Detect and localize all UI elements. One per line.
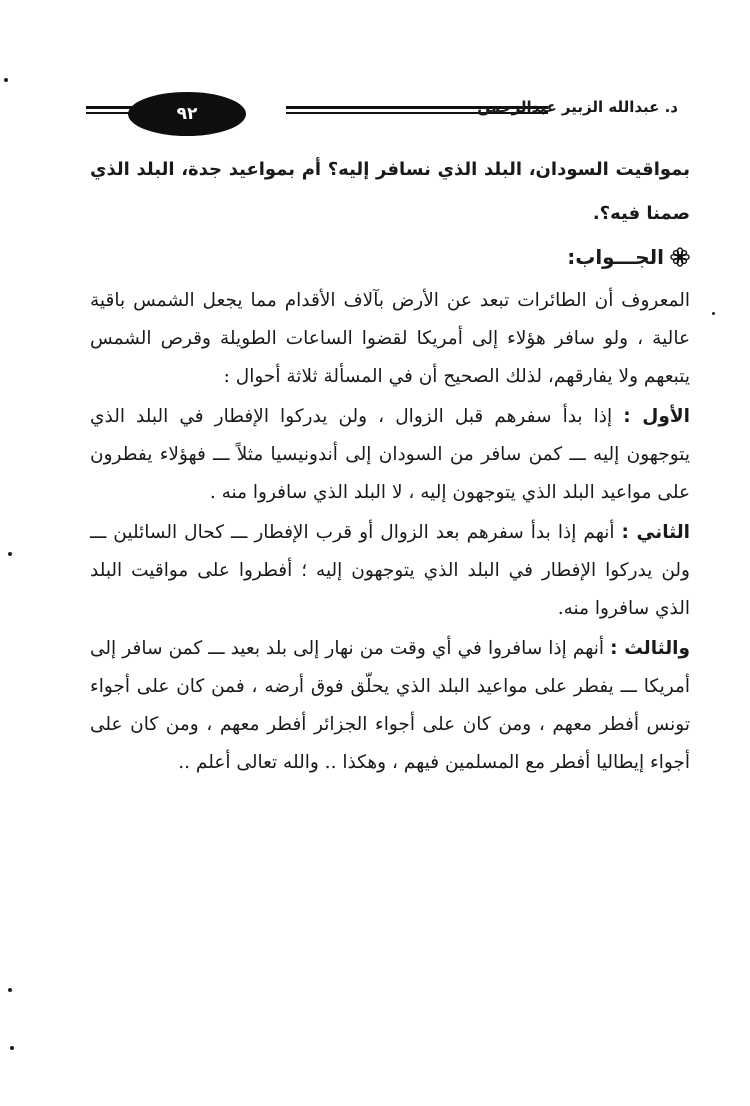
author-name: د. عبدالله الزبير عبدالرحمن [477, 98, 678, 116]
paragraph-intro: المعروف أن الطائرات تبعد عن الأرض بآلاف الأقدام مما يجعل الشمس باقية عالية ، ولو سافر هؤلاء إلى أمريكا لقضوا الساعات الطويلة وقرص الشمس يتبعهم ولا يفارقهم، لذلك الصحيح أن في المسألة ثلاثة أحوال : [90, 290, 690, 387]
scan-speck [8, 552, 12, 556]
scan-speck [10, 1046, 14, 1050]
paragraph-third [90, 630, 690, 782]
paragraph-second [90, 514, 690, 628]
second-case-label: الثاني : [621, 522, 690, 543]
paragraph-first [90, 398, 690, 512]
answer-heading-text: الجـــواب: [567, 245, 664, 269]
third-case-text: أنهم إذا سافروا في أي وقت من نهار إلى بلد بعيد ـــ كمن سافر إلى أمريكا ـــ يفطر على مواعيد البلد الذي يحلّق فوق أرضه ، فمن كان على أجواء تونس أفطر معهم ، ومن كان على أجواء الجزائر أفطر معهم ، ومن كان على أجواء إيطاليا أفطر مع المسلمين فيهم ، وهكذا .. والله تعالى أعلم .. [90, 638, 690, 773]
page-number: ٩٢ [128, 92, 246, 136]
first-case-text: إذا بدأ سفرهم قبل الزوال ، ولن يدركوا الإفطار في البلد الذي يتوجهون إليه ـــ كمن سافر من السودان إلى أندونيسيا مثلاً ـــ فهؤلاء يفطرون على مواعيد البلد الذي يتوجهون إليه ، لا البلد الذي سافروا منه . [90, 406, 690, 503]
page-body [90, 148, 690, 782]
answer-heading [90, 236, 690, 278]
question-tail: بمواقيت السودان، البلد الذي نسافر إليه؟ أم بمواعيد جدة، البلد الذي صمنا فيه؟. [90, 159, 690, 224]
first-case-label: الأول : [623, 406, 690, 427]
third-case-label: والثالث : [610, 638, 691, 659]
flower-ornament-icon [670, 247, 690, 267]
scan-speck [8, 988, 12, 992]
running-header [86, 92, 678, 136]
scan-speck [712, 312, 715, 315]
scan-speck [4, 78, 8, 82]
second-case-text: أنهم إذا بدأ سفرهم بعد الزوال أو قرب الإفطار ـــ كحال السائلين ـــ ولن يدركوا الإفطار في البلد الذي يتوجهون إليه ؛ أفطروا على مواقيت البلد الذي سافروا منه. [90, 522, 690, 619]
